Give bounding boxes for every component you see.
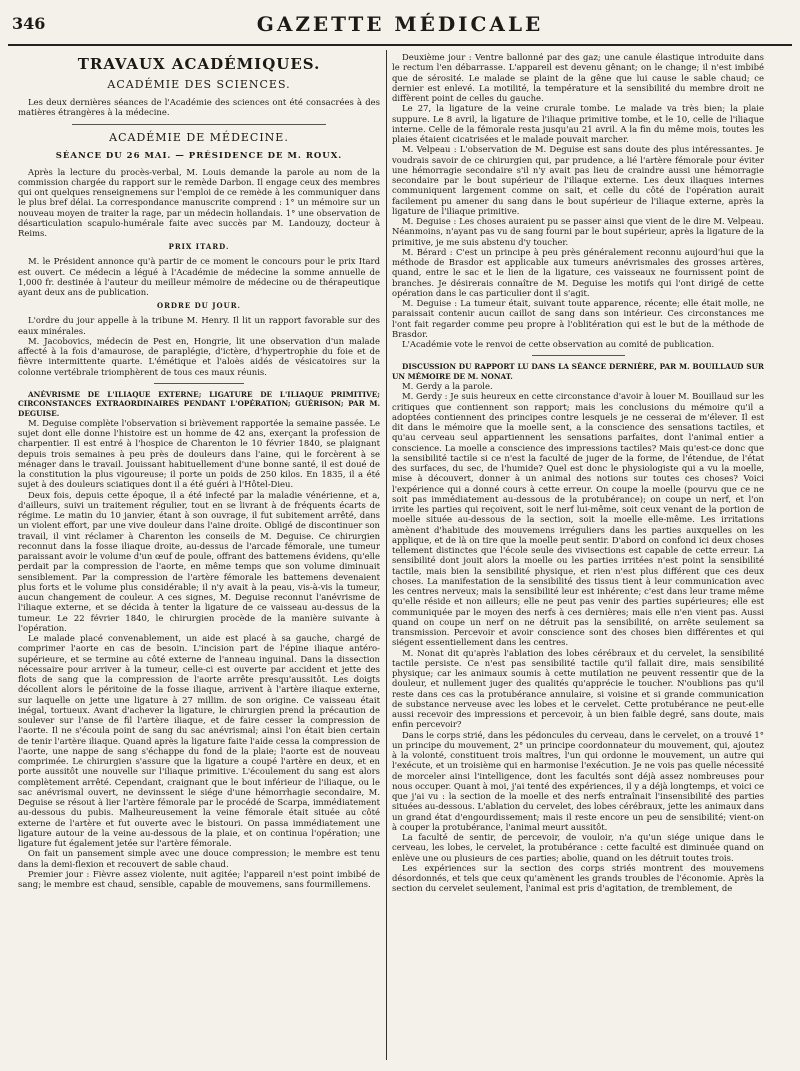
- left-column: [18, 52, 380, 889]
- paragraph: La faculté de sentir, de percevoir, de vouloir, n'a qu'un siége unique dans le cerveau, les lobes, le cervelet, la protubérance : cette faculté est diminuée quand on enlève une ou plusieurs de ces parties; abolie, quand on les détruit toutes trois.: [392, 832, 764, 863]
- header-rule: [8, 44, 792, 46]
- prix-itard-heading: PRIX ITARD.: [168, 242, 230, 252]
- paragraph: On fait un pansement simple avec une douce compression; le membre est tenu dans la demi-flexion et recouvert de sable chaud.: [18, 848, 380, 869]
- article-title: ANÉVRISME DE L'ILIAQUE EXTERNE; LIGATURE DE L'ILIAQUE PRIMITIVE; CIRCONSTANCES EXTRAORDINAIRES PENDANT L'OPÉRATION; GUÉRISON; PAR M. DEGUISE.: [18, 389, 380, 418]
- paragraph: M. Gerdy a la parole.: [402, 381, 493, 392]
- paragraph: Les expériences sur la section des corps striés montrent des mouvemens désordonnés, et tels que ceux qu'amènent les grands troubles de l'économie. Après la section du cervelet seulement, l'animal est pris d'agitation, de tremblement, de: [392, 862, 764, 894]
- paragraph: M. Nonat dit qu'après l'ablation des lobes cérébraux et du cervelet, la sensibilité tactile persiste. Ce n'est pas sensibilité tactile qu'il fallait dire, mais sensibilité physique; car les animaux soumis à cette mutilation ne peuvent ressentir que de la douleur, et nullement juger des qualités qu'apprécie le toucher. N'oublions pas qu'il reste dans ces cas la protubérance annulaire, si voisine et si grande communication de substance nerveuse avec les lobes et le cervelet. Cette protubérance ne peut-elle aussi recevoir des impressions et percevoir, à un bien faible degré, sans doute, mais enfin percevoir?: [392, 647, 764, 730]
- paragraph: M. Deguise complète l'observation si brièvement rapportée la semaine passée. Le sujet dont elle donne l'histoire est un homme de 42 ans, exerçant la profession de charpentier. Il est entré à l'hospice de Charenton le 10 février 1840, se plaignant depuis trois semaines à peu près de douleurs dans l'aine, qui le forcèrent à se ménager dans le travail. Jouissant habituellement d'une bonne santé, il est doué de la constitution la plus vigoureuse; il porte un poids de 250 kilos. En 1835, il a été sujet à des douleurs sciatiques dont il a été guéri à l'Hôtel-Dieu.: [18, 417, 380, 490]
- divider: [154, 383, 245, 384]
- seance-heading: SÉANCE DU 26 MAI. — PRÉSIDENCE DE M. ROUX.: [55, 150, 343, 161]
- paragraph: M. Deguise : La tumeur était, suivant toute apparence, récente; elle était molle, ne paraissait contenir aucun caillot de sang dans son intérieur. Ces circonstances me l'ont fait regarder comme peu propre à l'oblitération qui est le but de la méthode de Brasdor.: [392, 298, 764, 339]
- journal-title: GAZETTE MÉDICALE: [256, 12, 544, 36]
- paragraph: Le malade placé convenablement, un aide est placé à sa gauche, chargé de comprimer l'aorte en cas de besoin. L'incision part de l'épine iliaque antéro-supérieure, et se termine au côté externe de l'anneau inguinal. Dans la dissection nécessaire pour arriver à la tumeur, celle-ci est ouverte par accident et jette des flots de sang que la compression de l'aorte arrête presqu'aussitôt. Les doigts décollent alors le péritoine de la fosse iliaque, arrivent à l'artère iliaque externe, sur laquelle on jette une ligature à 27 millim. de son origine. Ce vaisseau était inégal, tortueux. Avant d'achever la ligature, le chirurgien prend la précaution de soulever sur l'anse de fil l'artère iliaque, et de faire cesser la compression de l'aorte. Il ne s'écoula point de sang du sac anévrismal; ainsi l'on était bien certain de tenir l'artère iliaque. Quand après la ligature faite l'aide cessa la compression de l'aorte, une nappe de sang s'échappe du fond de la plaie; l'aorte est de nouveau comprimée. Le chirurgien s'assure que la ligature a coupé l'artère en deux, et en porte aussitôt une nouvelle sur l'iliaque primitive. L'écoulement du sang est alors complètement arrêté. Cependant, craignant que le bout inférieur de l'iliaque, ou le sac anévrismal ouvert, ne devinssent le siége d'une hémorrhagie secondaire, M. Deguise se résout à lier l'artère fémorale par le procédé de Scarpa, immédiatement au-dessous du pubis. Malheureusement la veine fémorale était située au côté externe de l'artère et fut ouverte avec le bistouri. On passa immédiatement une ligature autour de la veine au-dessous de la plaie, et on continua l'opération; une ligature fut également jetée sur l'artère fémorale.: [18, 633, 380, 849]
- divider: [532, 355, 625, 356]
- divider: [72, 124, 325, 125]
- paragraph: M. Gerdy : Je suis heureux en cette circonstance d'avoir à louer M. Bouillaud sur les critiques que contiennent son rapport; mais les conclusions du mémoire qu'il a adoptées contiennent des principes contre lesquels je ne cesserai de m'élever. Il est dit dans le mémoire que la moelle sent, a la conscience des sensations tactiles, et qu'au cerveau seul appartiennent les sensations parfaites, dont l'animal entier a conscience. La moelle a conscience des impressions tactiles? Mais qu'est-ce donc que la sensibilité tactile si ce n'est la faculté de juger de la forme, de l'étendue, de l'état des surfaces, du sec, de l'humide? Quel est donc le physiologiste qui a vu la moelle, mise à découvert, donner à un animal des notions sur toutes ces choses? Voici l'expérience qui a donné cours à cette erreur. On coupe la moelle (pourvu que ce ne soit pas immédiatement au-dessous de la protubérance); on coupe un nerf, et l'on irrite les parties qui reçoivent, soit le nerf lui-même, soit ceux venant de la portion de moelle située au-dessous de la section, soit la moelle elle-même. Les irritations amènent d'habitude des mouvemens irréguliers dans les parties auxquelles on les applique, et de là on tire que la moelle peut sentir. D'abord on confond ici deux choses tellement distinctes que l'école seule des vivisections est capable de cette erreur. La sensibilité dont jouit alors la moelle ou les parties irritées n'est point la sensibilité tactile, mais bien la sensibilité physique, et rien n'est plus différent que ces deux choses. La manifestation de la sensibilité des tissus tient à leur communication avec les centres nerveux; mais la sensibilité leur est inhérente; c'est dans leur trame même qu'elle réside et non ailleurs; elle ne peut pas venir des parties supérieures; elle est communiquée par le moyen des nerfs à ces dernières; mais elle n'en vient pas. Aussi quand on coupe un nerf on ne détruit pas la sensibilité, on arrête seulement sa transmission. Percevoir et avoir conscience sont des choses bien différentes et qui siégent essentiellement dans les centres.: [392, 391, 764, 648]
- paragraph: Premier jour : Fièvre assez violente, nuit agitée; l'appareil n'est point imbibé de sang; le membre est chaud, sensible, capable de mouvemens, sans fourmillemens.: [18, 868, 380, 890]
- right-column: [392, 52, 764, 894]
- paragraph: Deuxième jour : Ventre ballonné par des gaz; une canule élastique introduite dans le rectum l'en débarrasse. L'appareil est devenu gênant; on le change; il n'est imbibé que de sérosité. Le malade se plaint de la gêne que lui cause le sable chaud; ce dernier est enlevé. La motilité, la température et la sensibilité du membre droit ne diffèrent point de celles du gauche.: [392, 52, 764, 103]
- paragraph: L'ordre du jour appelle à la tribune M. Henry. Il lit un rapport favorable sur des eaux minérales.: [18, 315, 380, 336]
- page-header: [12, 12, 788, 38]
- paragraph: M. Bérard : C'est un principe à peu près généralement reconnu aujourd'hui que la méthode de Brasdor est applicable aux tumeurs anévrismales des grosses artères, quand, entre le sac et le lien de la ligature, ces vaisseaux ne fournissent point de branches. Je désirerais connaître de M. Deguise les motifs qui l'ont dirigé de cette opération dans le cas particulier dont il s'agit.: [392, 246, 764, 298]
- page-number: 346: [12, 14, 46, 33]
- paragraph: Deux fois, depuis cette époque, il a été infecté par la maladie vénérienne, et a, d'ailleurs, suivi un traitement régulier, tout en se livrant à de fréquents écarts de régime. Le matin du 10 janvier, étant à son ouvrage, il fut subitement arrêté, dans un violent effort, par une vive douleur dans l'aine droite. Obligé de discontinuer son travail, il vint réclamer à Charenton les conseils de M. Deguise. Ce chirurgien reconnut dans la fosse iliaque droite, au-dessus de l'arcade fémorale, une tumeur paraissant avoir le volume d'un œuf de poule, offrant des battemens évidens, qu'elle perdait par la compression de l'aorte, en même temps que son volume diminuait sensiblement. Par la compression de l'artère fémorale les battemens devenaient plus forts et le volume plus considérable; il n'y avait à la peau, vis-à-vis la tumeur, aucun changement de couleur. A ces signes, M. Deguise reconnut l'anévrisme de l'iliaque externe, et se décida à tenter la ligature de ce vaisseau au-dessus de la tumeur. Le 22 février 1840, le chirurgien procède de la manière suivante à l'opération.: [18, 489, 380, 633]
- section-title: TRAVAUX ACADÉMIQUES.: [77, 55, 321, 73]
- paragraph: M. Velpeau : L'observation de M. Deguise est sans doute des plus intéressantes. Je voudrais savoir de ce chirurgien qui, par prudence, a lié l'artère fémorale pour éviter une hémorragie secondaire s'il n'y avait pas lieu de craindre aussi une hémorragie secondaire par le bout supérieur de l'iliaque externe. Les deux iliaques internes communiquent largement comme on sait, et celle du côté de l'opération aurait facilement pu amener du sang dans le bout supérieur de l'iliaque externe, après la ligature de l'iliaque primitive.: [392, 144, 764, 216]
- academie-medecine-heading: ACADÉMIE DE MÉDECINE.: [109, 130, 289, 144]
- ordre-du-jour-heading: ORDRE DU JOUR.: [157, 301, 241, 311]
- article-title: DISCUSSION DU RAPPORT LU DANS LA SÉANCE DERNIÈRE, PAR M. BOUILLAUD SUR UN MÉMOIRE DE M. NONAT.: [392, 362, 764, 381]
- academie-sciences-heading: ACADÉMIE DES SCIENCES.: [107, 78, 291, 91]
- column-divider: [386, 50, 387, 1060]
- paragraph: M. le Président annonce qu'à partir de ce moment le concours pour le prix Itard est ouvert. Ce médecin a légué à l'Académie de médecine la somme annuelle de 1,000 fr. destinée à l'auteur du meilleur mémoire de médecine ou de thérapeutique ayant deux ans de publication.: [18, 256, 380, 297]
- paragraph: M. Jacobovics, médecin de Pest en, Hongrie, lit une observation d'un malade affecté à la fois d'amaurose, de paraplégie, d'ictère, d'hypertrophie du foie et de fièvre intermittente quarte. L'émétique et l'aloès aidés de vésicatoires sur la colonne vertébrale triomphèrent de tous ces maux réunis.: [18, 335, 380, 377]
- paragraph: Dans le corps strié, dans les pédoncules du cerveau, dans le cervelet, on a trouvé 1° un principe du mouvement, 2° un principe coordonnateur du mouvement, qui, ajoutez à la volonté, constituent trois maîtres, l'un qui ordonne le mouvement, un autre qui l'exécute, et un troisième qui en harmonise l'exécution. Je ne vois pas quelle nécessité de morceler ainsi l'intelligence, dont les facultés sont déjà assez nombreuses pour nous occuper. Quant à moi, j'ai tenté des expériences, il y a déjà longtemps, et voici ce que j'ai vu : la section de la moelle et des nerfs entraînait l'insensibilité des parties situées au-dessous. L'ablation du cervelet, des lobes cérébraux, jette les animaux dans un grand état d'engourdissement; mais il reste encore un peu de sensibilité; vient-on à couper la protubérance, l'animal meurt aussitôt.: [392, 729, 764, 832]
- paragraph: Après la lecture du procès-verbal, M. Louis demande la parole au nom de la commission chargée du rapport sur le remède Darbon. Il engage ceux des membres qui ont quelques renseignemens sur l'emploi de ce remède à les communiquer dans le plus bref délai. La correspondance manuscrite comprend : 1° un mémoire sur un nouveau moyen de traiter la rage, par un médecin hollandais. 1° une observation de désarticulation scapulo-humérale faite avec succès par M. Landouzy, docteur à Reims.: [18, 166, 380, 238]
- paragraph: Le 27, la ligature de la veine crurale tombe. Le malade va très bien; la plaie suppure. Le 8 avril, la ligature de l'iliaque primitive tombe, et le 10, celle de l'iliaque interne. Celle de la fémorale resta jusqu'au 21 avril. A la fin du même mois, toutes les plaies étaient cicatrisées et le malade pouvait marcher.: [392, 103, 764, 144]
- paragraph: L'Académie vote le renvoi de cette observation au comité de publication.: [402, 339, 715, 349]
- paragraph: Les deux dernières séances de l'Académie des sciences ont été consacrées à des matières étrangères à la médecine.: [18, 97, 380, 118]
- paragraph: M. Deguise : Les choses auraient pu se passer ainsi que vient de le dire M. Velpeau. Néanmoins, n'ayant pas vu de sang fourni par le bout supérieur, après la ligature de la primitive, je me suis abstenu d'y toucher.: [392, 216, 764, 247]
